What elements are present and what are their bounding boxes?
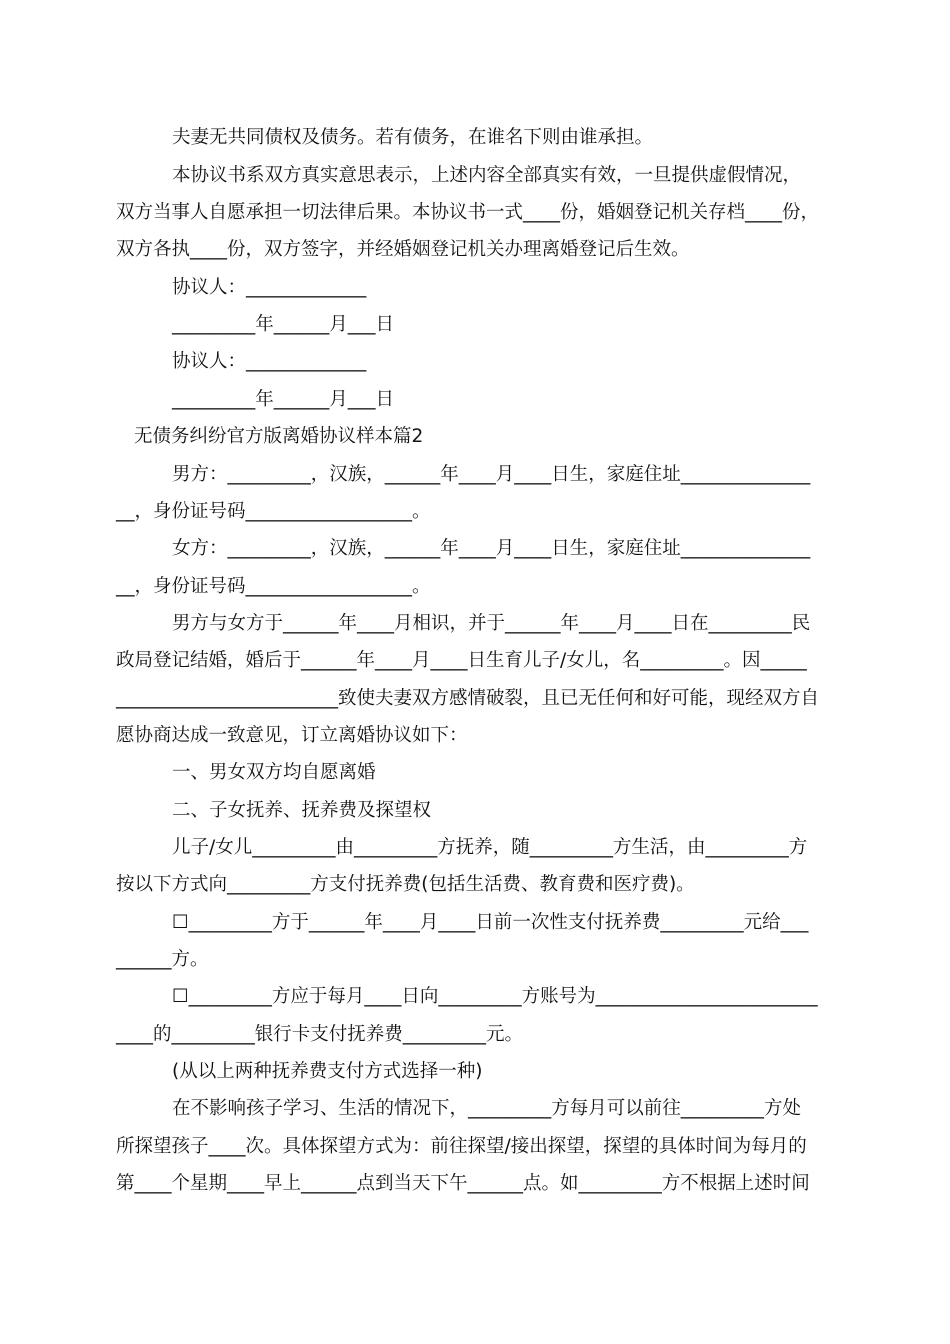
monthly-option-line-1: ☐_________方应于每月____日向_________方账号为________________________ — [172, 986, 818, 1007]
option-note: (从以上两种抚养费支付方式选择一种) — [172, 1061, 483, 1082]
paragraph-declaration-line-3: 双方各执____份，双方签字，并经婚姻登记机关办理离婚登记后生效。 — [116, 239, 690, 260]
marriage-paragraph-line-4: 愿协商达成一致意见，订立离婚协议如下： — [116, 725, 468, 746]
monthly-option-line-2: ____的_________银行卡支付抚养费_________元。 — [116, 1024, 524, 1045]
lump-sum-option-line-2: ______方。 — [116, 949, 209, 970]
visitation-paragraph-line-2: 所探望孩子____次。具体探望方式为：前往探望/接出探望，探望的具体时间为每月的 — [116, 1136, 807, 1157]
female-info-line-2: __，身份证号码__________________。 — [116, 576, 431, 597]
section-title: 无债务纠纷官方版离婚协议样本篇2 — [134, 426, 424, 447]
lump-sum-option-line-1: ☐_________方于______年____月____日前一次性支付抚养费_________元给___ — [172, 912, 809, 933]
clause-heading-2: 二、子女抚养、抚养费及探望权 — [172, 800, 432, 821]
clause-heading-1: 一、男女双方均自愿离婚 — [172, 762, 376, 783]
paragraph-debts: 夫妻无共同债权及债务。若有债务，在谁名下则由谁承担。 — [172, 127, 654, 148]
date-line-2: _________年______月___日 — [172, 389, 395, 410]
visitation-paragraph-line-1: 在不影响孩子学习、生活的情况下，_________方每月可以前往_________方处 — [172, 1098, 802, 1119]
male-info-line-1: 男方：_________，汉族，______年____月____日生，家庭住址______________ — [172, 464, 811, 485]
signer-line-1: 协议人：_____________ — [172, 277, 367, 298]
marriage-paragraph-line-2: 政局登记结婚，婚后于______年____月____日生育儿子/女儿，名_________。因_____ — [116, 650, 807, 671]
marriage-paragraph-line-1: 男方与女方于______年____月相识，并于______年____月____日在_________民 — [172, 613, 811, 634]
visitation-paragraph-line-3: 第____个星期____早上______点到当天下午______点。如_________方不根据上述时间 — [116, 1173, 810, 1194]
male-info-line-2: __，身份证号码__________________。 — [116, 501, 431, 522]
marriage-paragraph-line-3: ________________________致使夫妻双方感情破裂，且已无任何和好可能，现经双方自 — [116, 688, 820, 709]
female-info-line-1: 女方：_________，汉族，______年____月____日生，家庭住址______________ — [172, 538, 811, 559]
custody-paragraph-line-2: 按以下方式向_________方支付抚养费(包括生活费、教育费和医疗费)。 — [116, 874, 695, 895]
date-line-1: _________年______月___日 — [172, 314, 395, 335]
paragraph-declaration-line-2: 双方当事人自愿承担一切法律后果。本协议书一式____份，婚姻登记机关存档____份， — [116, 202, 820, 223]
signer-line-2: 协议人：_____________ — [172, 351, 367, 372]
paragraph-declaration-line-1: 本协议书系双方真实意思表示，上述内容全部真实有效，一旦提供虚假情况， — [172, 165, 802, 186]
custody-paragraph-line-1: 儿子/女儿_________由_________方抚养，随_________方生活，由_________方 — [172, 837, 808, 858]
